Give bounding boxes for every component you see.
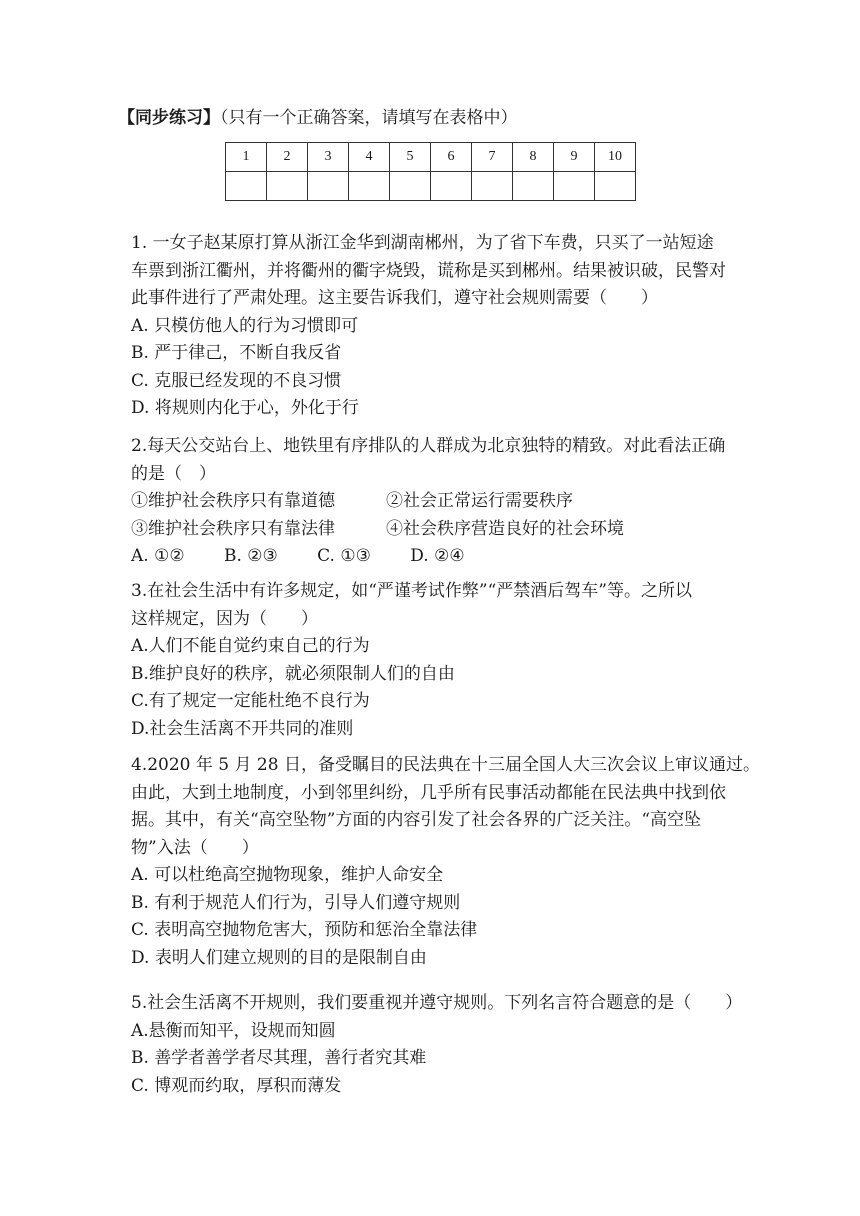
section-heading — [118, 106, 518, 130]
question-1 — [131, 230, 743, 423]
option-b: B. 有利于规范人们行为，引导人们遵守规则 — [131, 892, 461, 913]
question-text-line: 据。其中，有关“高空坠物”方面的内容引发了社会各界的广泛关注。“高空坠 — [131, 810, 702, 830]
question-3 — [131, 578, 743, 743]
question-text-line: 的是（ ） — [131, 463, 216, 484]
answer-number-cell: 6 — [431, 143, 472, 172]
answer-blank-cell[interactable] — [226, 172, 267, 201]
question-text-line: 物”入法（ ） — [131, 837, 259, 858]
answer-blank-cell[interactable] — [390, 172, 431, 201]
option-d: D.社会生活离不开共同的准则 — [131, 718, 354, 739]
question-5 — [131, 990, 743, 1100]
option-c: C. 表明高空抛物危害大，预防和惩治全靠法律 — [131, 920, 478, 940]
option-a: A. 可以杜绝高空抛物现象，维护人命安全 — [131, 865, 444, 885]
answer-number-cell: 1 — [226, 143, 267, 172]
statement-row-1: ①维护社会秩序只有靠道德 ②社会正常运行需要秩序 — [131, 491, 573, 511]
answer-blank-cell[interactable] — [308, 172, 349, 201]
answer-blank-cell[interactable] — [554, 172, 595, 201]
option-c: C. 博观而约取，厚积而薄发 — [131, 1075, 342, 1096]
question-text-line: 此事件进行了严肃处理。这主要告诉我们，遵守社会规则需要（ ） — [131, 288, 658, 308]
heading-instruction: （只有一个正确答案，请填写在表格中） — [220, 108, 518, 128]
option-a: A.人们不能自觉约束自己的行为 — [131, 636, 370, 656]
answer-blank-cell[interactable] — [513, 172, 554, 201]
answer-number-cell: 4 — [349, 143, 390, 172]
answer-number-cell: 9 — [554, 143, 595, 172]
answer-blank-cell[interactable] — [431, 172, 472, 201]
option-b: B. 严于律己，不断自我反省 — [131, 343, 342, 363]
option-a: A.悬衡而知平，设规而知圆 — [131, 1020, 336, 1041]
answer-blank-cell[interactable] — [595, 172, 636, 201]
question-2 — [131, 433, 743, 571]
question-text-line: 由此，大到土地制度，小到邻里纠纷，几乎所有民事活动都能在民法典中找到依 — [131, 782, 726, 803]
statement-row-2: ③维护社会秩序只有靠法律 ④社会秩序营造良好的社会环境 — [131, 518, 624, 539]
answer-number-cell: 8 — [513, 143, 554, 172]
answer-table — [225, 142, 636, 201]
question-text-line: 这样规定，因为（ ） — [131, 608, 318, 629]
question-text-line: 3.在社会生活中有许多规定，如“严谨考试作弊”“严禁酒后驾车”等。之所以 — [131, 581, 692, 601]
heading-title: 【同步练习】 — [118, 108, 220, 128]
option-d: D. 将规则内化于心，外化于行 — [131, 398, 359, 418]
answer-blank-cell[interactable] — [349, 172, 390, 201]
answer-blank-cell[interactable] — [472, 172, 513, 201]
answer-number-cell: 10 — [595, 143, 636, 172]
answer-table-number-row — [226, 143, 636, 172]
option-d: D. 表明人们建立规则的目的是限制自由 — [131, 947, 427, 968]
option-b: B. 善学者善学者尽其理，善行者究其难 — [131, 1048, 427, 1068]
choice-row: A. ①② B. ②③ C. ①③ D. ②④ — [131, 546, 465, 566]
question-text-line: 车票到浙江衢州，并将衢州的衢字烧毁，谎称是买到郴州。结果被识破，民警对 — [131, 260, 726, 281]
answer-blank-cell[interactable] — [267, 172, 308, 201]
question-text-line: 4.2020 年 5 月 28 日，备受瞩目的民法典在十三届全国人大三次会议上审议通过。 — [131, 755, 760, 775]
answer-number-cell: 3 — [308, 143, 349, 172]
question-text-line: 2.每天公交站台上、地铁里有序排队的人群成为北京独特的精致。对此看法正确 — [131, 436, 726, 456]
question-4 — [131, 752, 760, 972]
option-c: C. 克服已经发现的不良习惯 — [131, 370, 342, 391]
answer-number-cell: 7 — [472, 143, 513, 172]
answer-number-cell: 2 — [267, 143, 308, 172]
answer-number-cell: 5 — [390, 143, 431, 172]
question-text-line: 5.社会生活离不开规则，我们要重视并遵守规则。下列名言符合题意的是（ ） — [131, 993, 743, 1013]
option-a: A. 只模仿他人的行为习惯即可 — [131, 315, 359, 336]
option-b: B.维护良好的秩序，就必须限制人们的自由 — [131, 663, 455, 684]
option-c: C.有了规定一定能杜绝不良行为 — [131, 691, 370, 711]
answer-table-blank-row — [226, 172, 636, 201]
question-text-line: 1. 一女子赵某原打算从浙江金华到湖南郴州，为了省下车费，只买了一站短途 — [131, 233, 714, 253]
